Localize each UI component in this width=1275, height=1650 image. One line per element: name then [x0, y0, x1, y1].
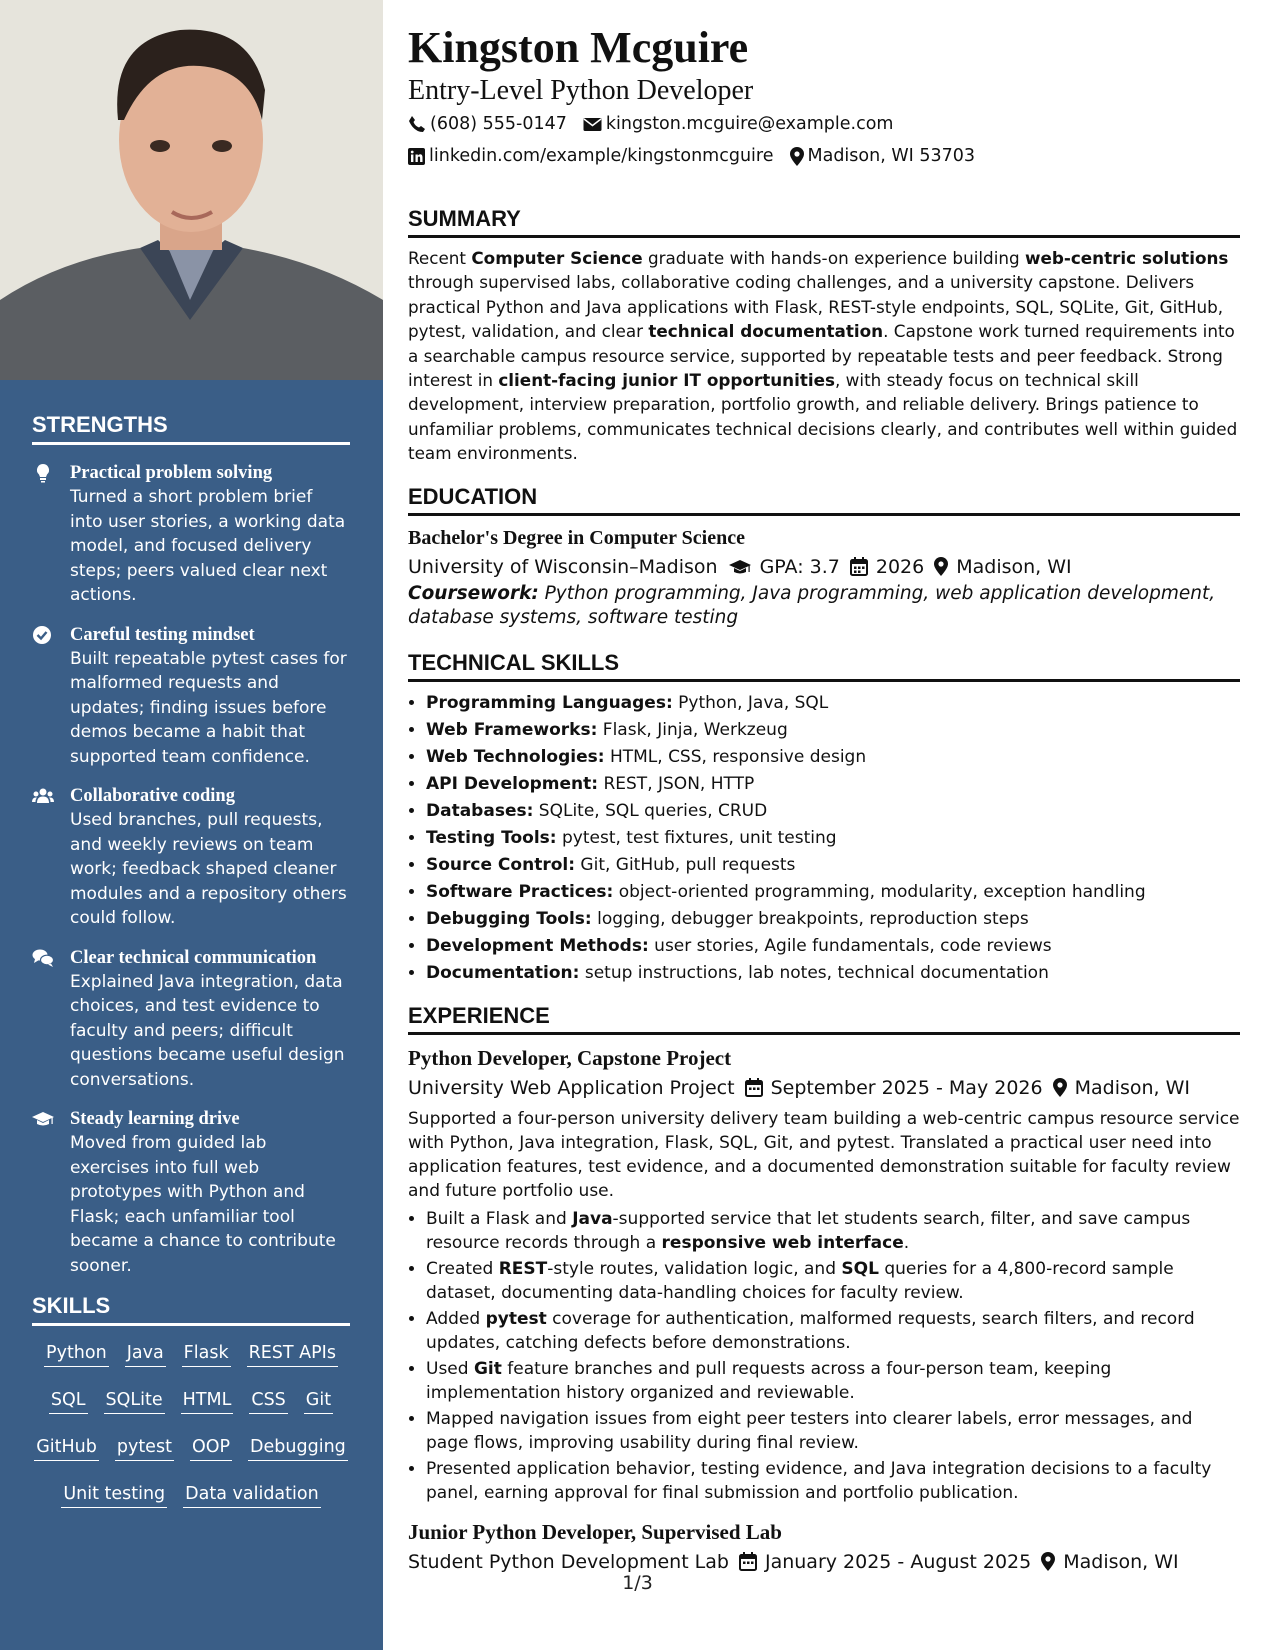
technical-skills-heading: TECHNICAL SKILLS: [408, 650, 1240, 682]
skill-row: [32, 1436, 350, 1461]
strength-title: Clear technical communication: [70, 947, 317, 968]
list-item: • Software Practices: object-oriented programming, modularity, exception handling: [426, 879, 1240, 906]
list-item: • Presented application behavior, testing evidence, and Java integration decisions to a faculty panel, earning approval for final submission and portfolio publication.: [426, 1457, 1240, 1505]
summary-heading: SUMMARY: [408, 206, 1240, 238]
skill-tag: OOP: [190, 1436, 232, 1461]
map-pin-icon: [934, 557, 948, 576]
skill-row: [32, 1342, 350, 1367]
phone: [408, 108, 567, 140]
linkedin-text: linkedin.com/example/kingstonmcguire: [429, 146, 774, 166]
comments-icon: [32, 948, 54, 968]
gpa: GPA: 3.7: [759, 555, 840, 578]
list-item: • Development Methods: user stories, Agile fundamentals, code reviews: [426, 933, 1240, 960]
job-org: University Web Application Project: [408, 1076, 735, 1099]
strength-item: [32, 461, 350, 608]
strength-desc: Built repeatable pytest cases for malformed requests and updates; finding issues before demos became a habit that supported team confidence.: [70, 648, 347, 767]
map-pin-icon: [790, 147, 804, 166]
contact-row-1: [408, 108, 1240, 140]
calendar-icon: [745, 1078, 763, 1097]
strength-title: Steady learning drive: [70, 1109, 240, 1129]
main-content: [408, 22, 1240, 1577]
strengths-heading: STRENGTHS: [32, 412, 350, 445]
degree: Bachelor's Degree in Computer Science: [408, 526, 745, 549]
job-bullets: [408, 1207, 1240, 1505]
graduation-cap-icon: [728, 558, 752, 576]
list-item: • Web Technologies: HTML, CSS, responsive design: [426, 744, 1240, 771]
list-item: • Mapped navigation issues from eight peer testers into clearer labels, error messages, and page flows, improving usability during final review.: [426, 1407, 1240, 1455]
skill-tag: Flask: [182, 1342, 231, 1367]
skill-tag: Unit testing: [61, 1483, 167, 1508]
list-item: • Programming Languages: Python, Java, SQL: [426, 690, 1240, 717]
job-title: Junior Python Developer, Supervised Lab: [408, 1519, 782, 1544]
list-item: • Web Frameworks: Flask, Jinja, Werkzeug: [426, 717, 1240, 744]
page-number: 1/3: [622, 1572, 653, 1594]
skill-tag: pytest: [115, 1436, 174, 1461]
sidebar: [0, 0, 383, 1650]
job-title: Python Developer, Capstone Project: [408, 1045, 732, 1070]
phone-icon: [408, 115, 426, 133]
strength-desc: Moved from guided lab exercises into full web prototypes with Python and Flask; each unfamiliar tool became a chance to contribute sooner.: [70, 1133, 336, 1276]
calendar-icon: [739, 1552, 757, 1571]
skill-tag: GitHub: [34, 1436, 99, 1461]
list-item: • Source Control: Git, GitHub, pull requests: [426, 852, 1240, 879]
map-pin-icon: [1041, 1552, 1055, 1571]
skill-tag: CSS: [249, 1389, 287, 1414]
location-text: Madison, WI 53703: [807, 146, 976, 166]
job-meta: [408, 1073, 1240, 1103]
list-item: • Created REST-style routes, validation logic, and SQL queries for a 4,800-record sample dataset, documenting data-handling choices for faculty review.: [426, 1257, 1240, 1305]
list-item: • Databases: SQLite, SQL queries, CRUD: [426, 798, 1240, 825]
graduation-cap-icon: [32, 1109, 54, 1129]
grad-year: 2026: [875, 555, 925, 578]
job-dates: January 2025 - August 2025: [764, 1550, 1032, 1573]
list-item: • Testing Tools: pytest, test fixtures, unit testing: [426, 825, 1240, 852]
strength-desc: Explained Java integration, data choices, and test evidence to faculty and peers; difficult questions became useful design conversations.: [70, 971, 345, 1090]
skill-row: [32, 1389, 350, 1414]
portrait-image: [0, 0, 383, 380]
technical-skills-list: [408, 690, 1240, 987]
coursework: Coursework: Python programming, Java programming, web application development, database systems, software testing: [408, 582, 1216, 628]
skill-tag: HTML: [181, 1389, 234, 1414]
list-item: • Added pytest coverage for authentication, malformed requests, search filters, and record updates, catching defects before demonstrations.: [426, 1307, 1240, 1355]
strength-title: Careful testing mindset: [70, 624, 255, 645]
location: [790, 140, 976, 172]
skill-row: [32, 1483, 350, 1508]
profile-photo: [0, 0, 383, 380]
strength-item: [32, 1107, 350, 1278]
skills-heading: SKILLS: [32, 1293, 350, 1326]
education-heading: EDUCATION: [408, 484, 1240, 516]
candidate-title: Entry-Level Python Developer: [408, 75, 754, 106]
email-text: kingston.mcguire@example.com: [605, 114, 894, 134]
strength-item: [32, 946, 350, 1093]
linkedin-icon: [408, 148, 425, 165]
lightbulb-icon: [32, 463, 54, 483]
list-item: • Debugging Tools: logging, debugger breakpoints, reproduction steps: [426, 906, 1240, 933]
email: [583, 108, 894, 140]
job-org: Student Python Development Lab: [408, 1550, 729, 1573]
skill-tags: [32, 1342, 350, 1508]
list-item: • API Development: REST, JSON, HTTP: [426, 771, 1240, 798]
summary-text: Recent Computer Science graduate with hands-on experience building web-centric solutions through supervised labs, collaborative coding challenges, and a university capstone. Delivers practical Python and Java applications with Flask, REST-style endpoints, SQL, SQLite, Git, GitHub, pytest, validation, and clear technical documentation. Capstone work turned requirements into a searchable campus resource service, supported by repeatable tests and peer feedback. Strong interest in client-facing junior IT opportunities, with steady focus on technical skill development, interview preparation, portfolio growth, and reliable delivery. Brings patience to unfamiliar problems, communicates technical decisions clearly, and contributes well within guided team environments.: [408, 248, 1238, 464]
check-circle-icon: [32, 625, 54, 645]
map-pin-icon: [1053, 1078, 1067, 1097]
skill-tag: Python: [44, 1342, 109, 1367]
skill-tag: Git: [304, 1389, 333, 1414]
school-location: Madison, WI: [956, 555, 1072, 578]
skill-tag: REST APIs: [247, 1342, 338, 1367]
candidate-name: Kingston Mcguire: [408, 23, 749, 72]
list-item: • Used Git feature branches and pull requests across a four-person team, keeping implementation history organized and reviewable.: [426, 1357, 1240, 1405]
job-location: Madison, WI: [1063, 1550, 1179, 1573]
strength-desc: Used branches, pull requests, and weekly reviews on team work; feedback shaped cleaner modules and a repository others could follow.: [70, 810, 347, 928]
skill-tag: SQLite: [104, 1389, 165, 1414]
skill-tag: SQL: [49, 1389, 88, 1414]
strength-item: [32, 623, 350, 770]
envelope-icon: [583, 117, 602, 132]
job-dates: September 2025 - May 2026: [770, 1076, 1043, 1099]
education-meta: [408, 552, 1240, 582]
experience-heading: EXPERIENCE: [408, 1003, 1240, 1035]
users-icon: [32, 786, 54, 806]
phone-text: (608) 555-0147: [430, 114, 567, 134]
job-description: Supported a four-person university delivery team building a web-centric campus resource service with Python, Java integration, Flask, SQL, Git, and pytest. Translated a practical user need into application features, test evidence, and a documented demonstration suitable for faculty review and future portfolio use.: [408, 1108, 1240, 1201]
skill-tag: Data validation: [183, 1483, 321, 1508]
list-item: • Documentation: setup instructions, lab notes, technical documentation: [426, 960, 1240, 987]
job-location: Madison, WI: [1074, 1076, 1191, 1099]
strength-title: Collaborative coding: [70, 786, 235, 806]
calendar-icon: [850, 557, 868, 576]
skill-tag: Java: [125, 1342, 166, 1367]
strength-item: [32, 784, 350, 931]
skill-tag: Debugging: [248, 1436, 348, 1461]
contact-row-2: [408, 140, 1240, 172]
school: University of Wisconsin–Madison: [408, 555, 718, 578]
strength-desc: Turned a short problem brief into user stories, a working data model, and focused delivery steps; peers valued clear next actions.: [70, 487, 346, 605]
strength-title: Practical problem solving: [70, 463, 273, 483]
list-item: • Built a Flask and Java-supported service that let students search, filter, and save campus resource records through a responsive web interface.: [426, 1207, 1240, 1255]
linkedin: [408, 140, 774, 172]
